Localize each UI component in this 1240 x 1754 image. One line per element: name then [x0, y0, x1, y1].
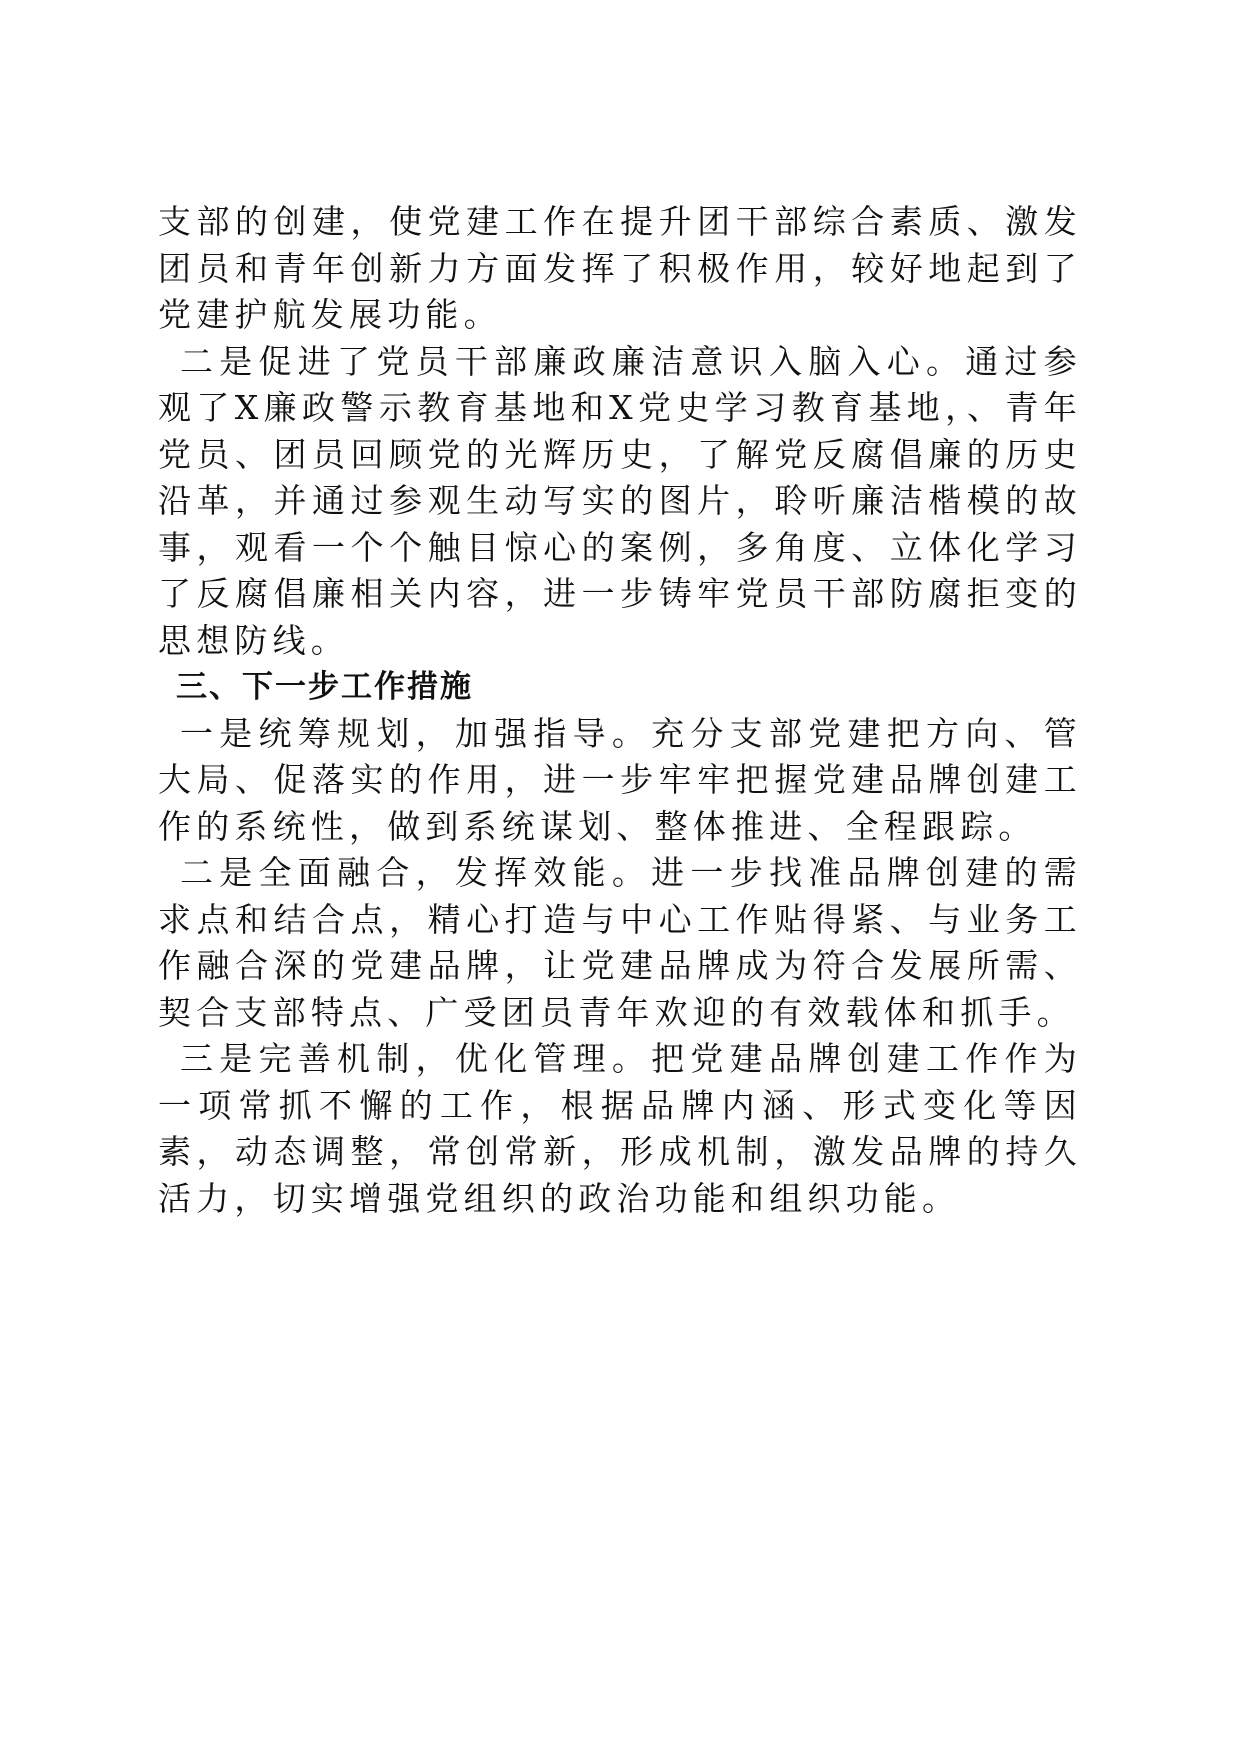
measure-paragraph-integration: 二是全面融合，发挥效能。进一步找准品牌创建的需求点和结合点，精心打造与中心工作贴得紧、与业务工作融合深的党建品牌，让党建品牌成为符合发展所需、契合支部特点、广受团员青年欢迎的有效载体和抓手。 — [158, 853, 1082, 1032]
measure-paragraph-planning: 一是统筹规划，加强指导。充分支部党建把方向、管大局、促落实的作用，进一步牢牢把握党建品牌创建工作的系统性，做到系统谋划、整体推进、全程跟踪。 — [158, 713, 1082, 846]
paragraph-integrity-awareness: 二是促进了党员干部廉政廉洁意识入脑入心。通过参观了X廉政警示教育基地和X党史学习教育基地，、青年党员、团员回顾党的光辉历史，了解党反腐倡廉的历史沿革，并通过参观生动写实的图片，聆听廉洁楷模的故事，观看一个个触目惊心的案例，多角度、立体化学习了反腐倡廉相关内容，进一步铸牢党员干部防腐拒变的思想防线。 — [158, 341, 1082, 660]
measure-paragraph-mechanism: 三是完善机制，优化管理。把党建品牌创建工作作为一项常抓不懈的工作，根据品牌内涵、形式变化等因素，动态调整，常创常新，形成机制，激发品牌的持久活力，切实增强党组织的政治功能和组织功能。 — [158, 1039, 1082, 1218]
document-body — [158, 199, 1082, 1222]
paragraph-continuation: 支部的创建，使党建工作在提升团干部综合素质、激发团员和青年创新力方面发挥了积极作用，较好地起到了党建护航发展功能。 — [158, 202, 1082, 334]
section-heading-next-steps: 三、下一步工作措施 — [176, 669, 473, 705]
